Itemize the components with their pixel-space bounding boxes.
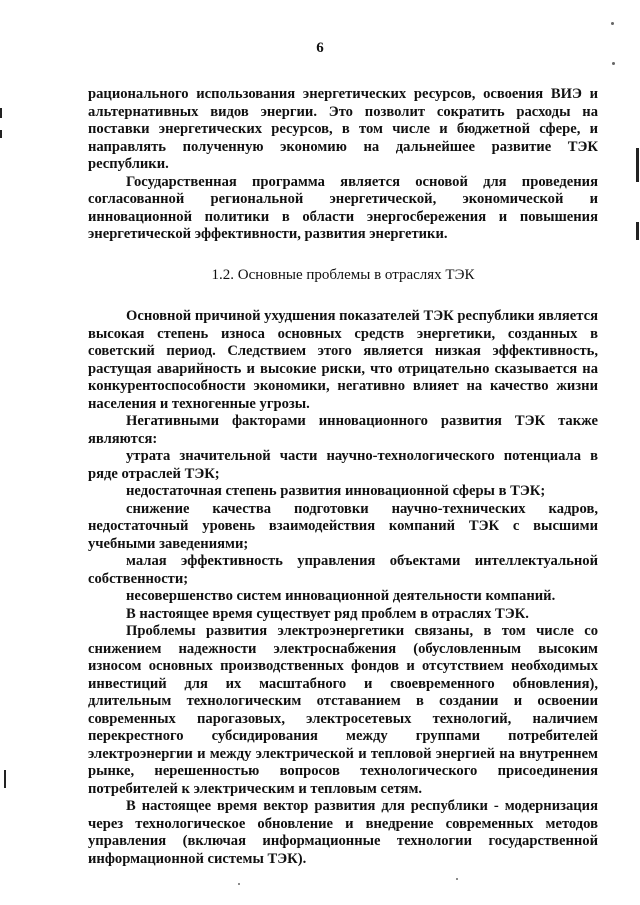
list-item: утрата значительной части научно-технологического потенциала в ряде отраслей ТЭК; bbox=[88, 448, 598, 482]
list-item: малая эффективность управления объектами интеллектуальной собственности; bbox=[88, 553, 598, 587]
page-number: 6 bbox=[316, 40, 324, 56]
scan-mark bbox=[0, 108, 2, 118]
paragraph: Основной причиной ухудшения показателей ТЭК республики является высокая степень износа основных средств энергетики, созданных в советский период. Следствием этого является низкая эффективность, растущая аварийность и высокие риски, что отрицательно сказывается на конкурентоспособности экономики, негативно влияет на качество жизни населения и техногенные угрозы. bbox=[88, 308, 598, 412]
scan-mark bbox=[636, 222, 639, 240]
scan-speck bbox=[238, 883, 240, 885]
paragraph: Проблемы развития электроэнергетики связаны, в том числе со снижением надежности электроснабжения (обусловленным высоким износом основных производственных фондов и отсутствием необходимых инвестиций для их масштабного и своевременного обновления), длительным технологическим отставанием в создании и освоении современных парогазовых, электросетевых технологий, наличием перекрестного субсидирования между группами потребителей электроэнергии и между электрической и тепловой энергией на внутреннем рынке, нерешенностью вопросов технологического присоединения потребителей к электрическим и тепловым сетям. bbox=[88, 623, 598, 797]
paragraph: Негативными факторами инновационного развития ТЭК также являются: bbox=[88, 413, 598, 447]
scan-mark bbox=[0, 130, 2, 138]
paragraph: рационального использования энергетических ресурсов, освоения ВИЭ и альтернативных видов энергии. Это позволит сократить расходы на поставки энергетических ресурсов, в том числе и бюджетной сфере, и направлять полученную экономию на дальнейшее развитие ТЭК республики. bbox=[88, 86, 598, 172]
scan-speck bbox=[612, 62, 615, 65]
paragraph: Государственная программа является основой для проведения согласованной региональной энергетической, экономической и инновационной политики в области энергосбережения и повышения энергетической эффективности, развития энергетики. bbox=[88, 173, 598, 242]
section-heading: 1.2. Основные проблемы в отраслях ТЭК bbox=[211, 266, 475, 283]
document-body bbox=[88, 86, 598, 868]
paragraph: В настоящее время существует ряд проблем в отраслях ТЭК. bbox=[126, 605, 529, 622]
scan-speck bbox=[611, 22, 614, 25]
list-item: несовершенство систем инновационной деятельности компаний. bbox=[126, 588, 556, 604]
scan-mark bbox=[4, 770, 6, 788]
list-item: недостаточная степень развития инновационной сферы в ТЭК; bbox=[126, 483, 546, 499]
scan-mark bbox=[636, 148, 639, 182]
paragraph: В настоящее время вектор развития для республики - модернизация через технологическое обновление и внедрение современных методов управления (включая информационные технологии государственной информационной системы ТЭК). bbox=[88, 798, 598, 867]
list-item: снижение качества подготовки научно-технических кадров, недостаточный уровень взаимодействия компаний ТЭК с высшими учебными заведениями; bbox=[88, 500, 598, 552]
scan-speck bbox=[456, 878, 458, 880]
